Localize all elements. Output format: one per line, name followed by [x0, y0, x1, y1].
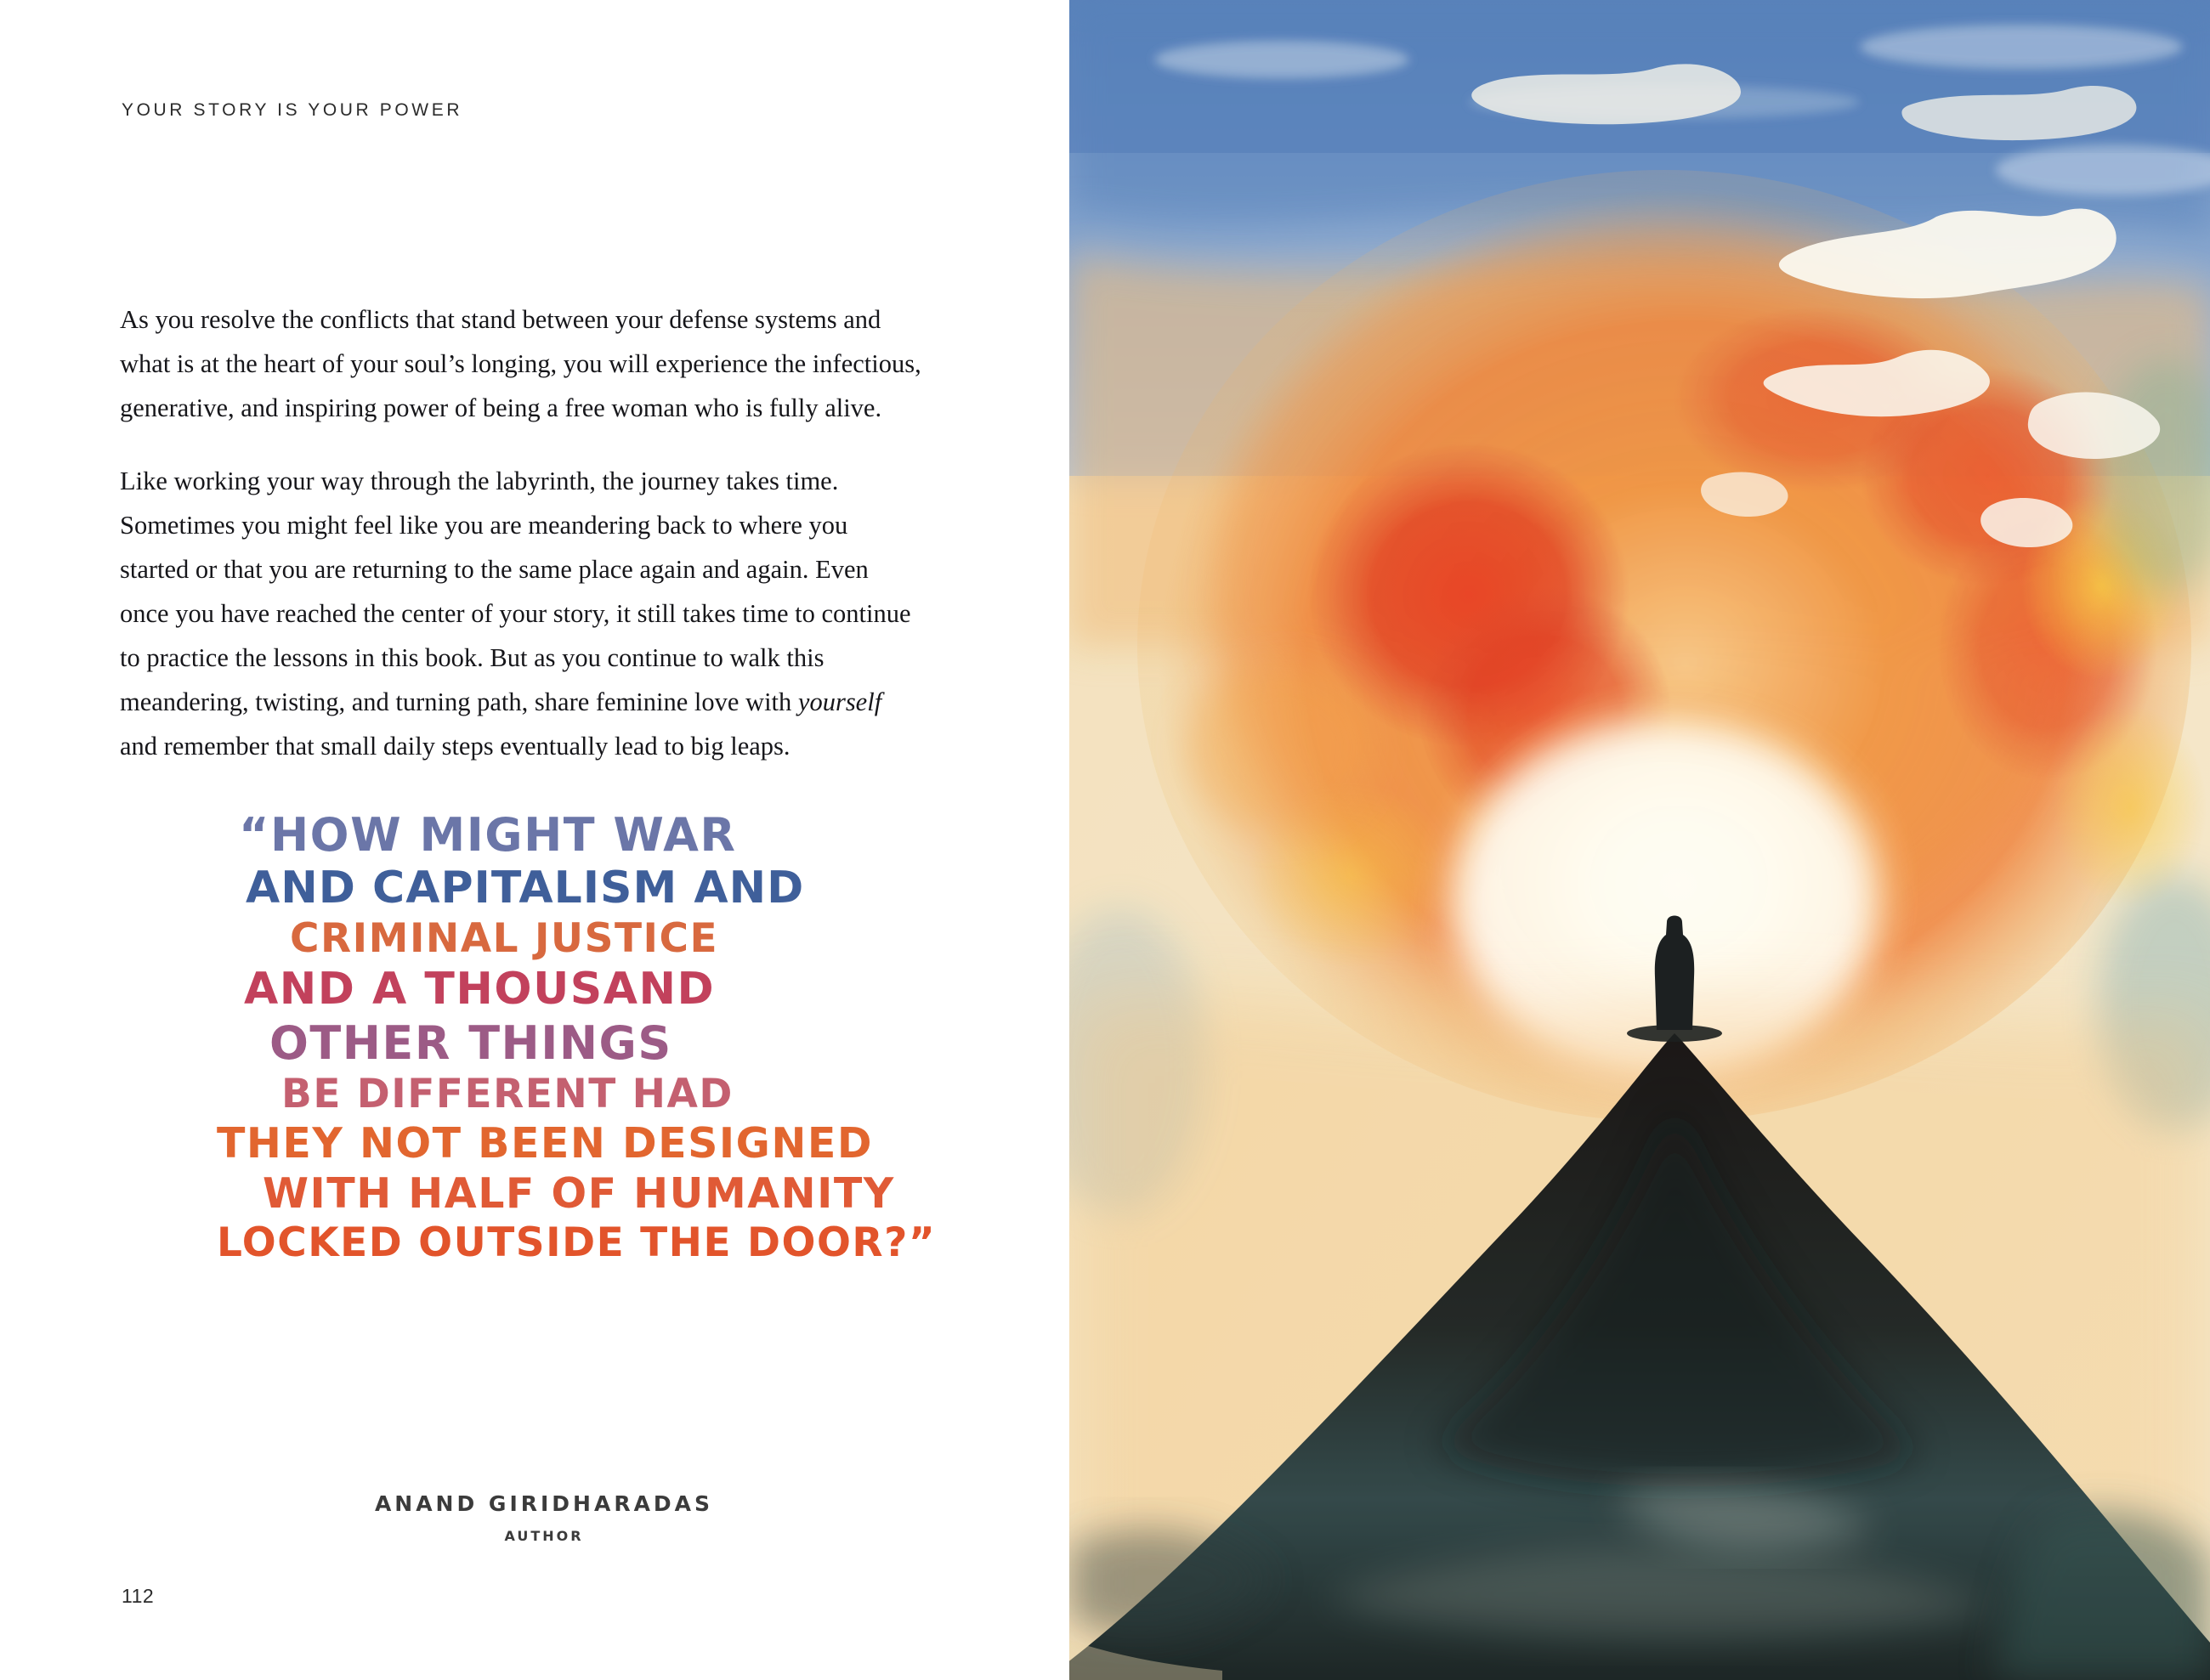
- page-number: 112: [122, 1585, 155, 1607]
- paragraph-2-emphasis: yourself: [797, 687, 882, 716]
- left-text-page: [0, 0, 1069, 1680]
- quote-line-7: THEY NOT BEEN DESIGNED: [217, 1119, 873, 1168]
- hand-lettered-quote: [208, 808, 937, 1271]
- quote-author-name: ANAND GIRIDHARADAS: [374, 1491, 714, 1516]
- paragraph-2: [120, 459, 923, 768]
- quote-line-2: AND CAPITALISM AND: [246, 863, 805, 914]
- body-text: [120, 297, 923, 768]
- paragraph-1: As you resolve the conflicts that stand between your defense systems and what is at the heart of your soul’s longing, you will experience the infectious, generative, and inspiring power of being a free woman who is fully alive.: [120, 305, 921, 422]
- running-head: YOUR STORY IS YOUR POWER: [122, 100, 463, 120]
- quote-line-3: CRIMINAL JUSTICE: [290, 915, 719, 963]
- quote-line-8: WITH HALF OF HUMANITY: [263, 1169, 895, 1219]
- paragraph-2-part-1: Like working your way through the labyrinth, the journey takes time. Sometimes you might feel like you are meandering back to where you started or that you are returning to the same place again and again. Even once you have reached the center of your story, it still takes time to continue to practice the lessons in this book. But as you continue to walk this meandering, twisting, and turning path, share feminine love with: [120, 467, 911, 716]
- quote-line-4: AND A THOUSAND: [244, 964, 716, 1015]
- quote-line-6: BE DIFFERENT HAD: [281, 1071, 734, 1118]
- quote-author-role: AUTHOR: [504, 1528, 584, 1544]
- quote-line-1: “HOW MIGHT WAR: [239, 808, 737, 862]
- right-artwork-page: [1069, 0, 2210, 1680]
- quote-attribution: [208, 1491, 880, 1544]
- quote-line-9: LOCKED OUTSIDE THE DOOR?”: [217, 1219, 937, 1267]
- quote-line-5: OTHER THINGS: [269, 1016, 672, 1071]
- paragraph-2-part-2: and remember that small daily steps eventually lead to big leaps.: [120, 732, 790, 761]
- watercolor-illustration: [1069, 0, 2210, 1680]
